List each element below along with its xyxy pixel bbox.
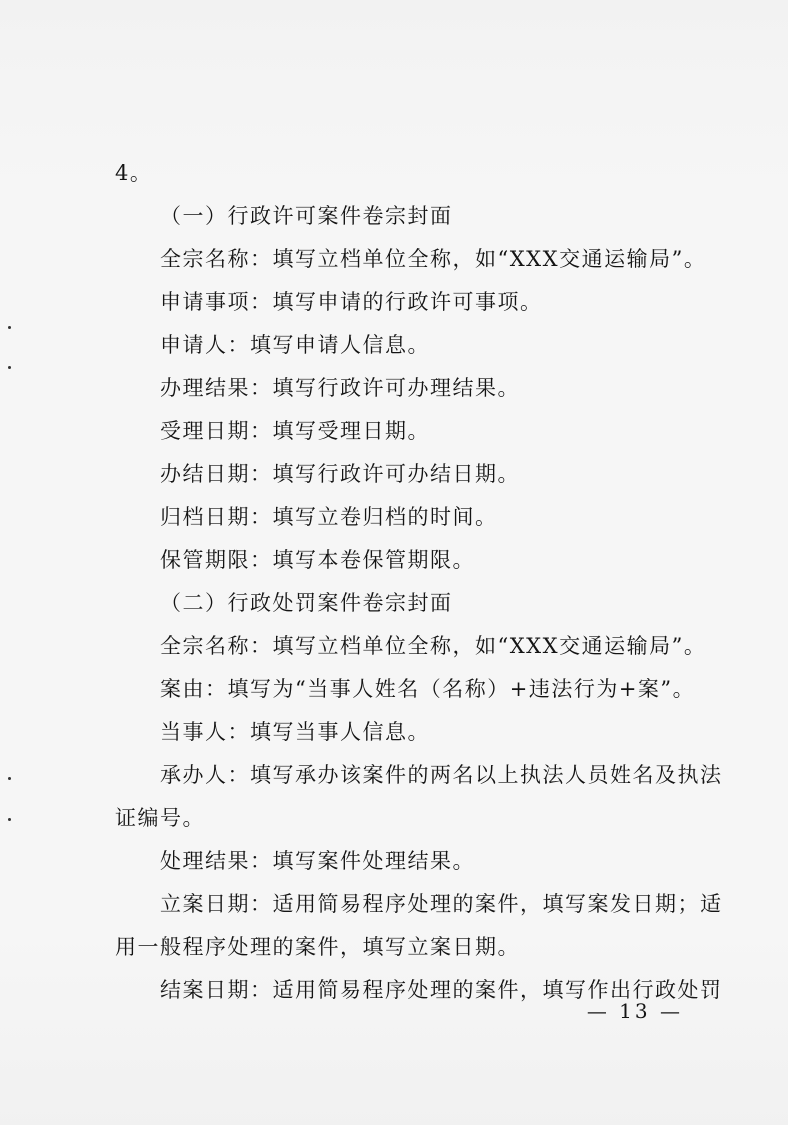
text-line: 案由：填写为“当事人姓名（名称）+违法行为+案”。 — [160, 677, 696, 701]
section-heading: （二）行政处罚案件卷宗封面 — [160, 591, 453, 615]
page-number: — 13 — — [586, 999, 683, 1023]
text-line: 全宗名称：填写立档单位全称，如“XXX交通运输局”。 — [160, 247, 707, 271]
text-line: 结案日期：适用简易程序处理的案件，填写作出行政处罚 — [160, 978, 723, 1002]
text-line: 4。 — [115, 161, 153, 185]
text-line: 办理结果：填写行政许可办理结果。 — [160, 376, 520, 400]
text-line: 承办人：填写承办该案件的两名以上执法人员姓名及执法 — [160, 763, 723, 787]
text-line: 立案日期：适用简易程序处理的案件，填写案发日期；适 — [160, 892, 723, 916]
section-heading: （一）行政许可案件卷宗封面 — [160, 204, 453, 228]
text-line: 申请人：填写申请人信息。 — [160, 333, 430, 357]
text-line: 当事人：填写当事人信息。 — [160, 720, 430, 744]
scan-mark — [8, 777, 11, 780]
text-line: 受理日期：填写受理日期。 — [160, 419, 430, 443]
scan-mark — [8, 366, 11, 369]
text-line: 证编号。 — [115, 806, 205, 830]
text-line: 归档日期：填写立卷归档的时间。 — [160, 505, 498, 529]
scan-mark — [8, 818, 11, 821]
text-line: 申请事项：填写申请的行政许可事项。 — [160, 290, 543, 314]
scan-mark — [8, 326, 11, 329]
text-line: 保管期限：填写本卷保管期限。 — [160, 548, 475, 572]
text-line: 办结日期：填写行政许可办结日期。 — [160, 462, 520, 486]
text-line: 全宗名称：填写立档单位全称，如“XXX交通运输局”。 — [160, 634, 707, 658]
text-line: 用一般程序处理的案件，填写立案日期。 — [115, 935, 520, 959]
text-line: 处理结果：填写案件处理结果。 — [160, 849, 475, 873]
